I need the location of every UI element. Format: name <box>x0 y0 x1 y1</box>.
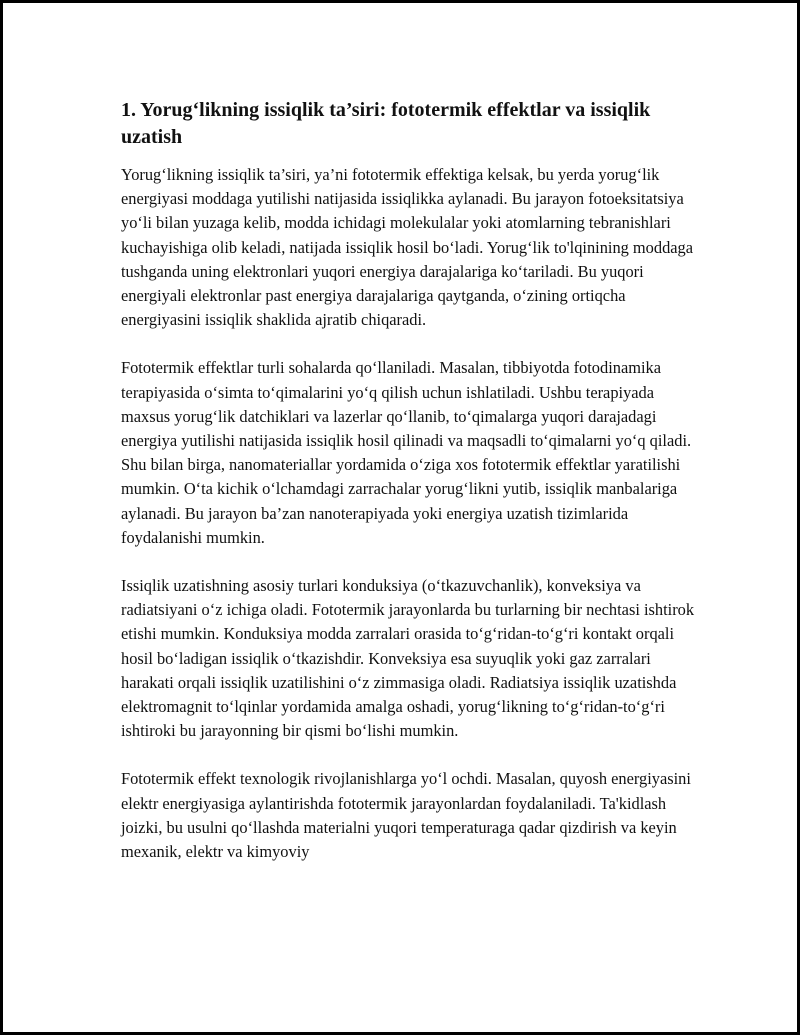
section-heading: 1. Yorug‘likning issiqlik ta’siri: fototermik effektlar va issiqlik uzatish <box>121 99 651 148</box>
document-body <box>121 97 701 888</box>
paragraph-technology-development: Fototermik effekt texnologik rivojlanishlarga yo‘l ochdi. Masalan, quyosh energiyasini elektr energiyasiga aylantirishda fototermik jarayonlardan foydalaniladi. Ta'kidlash joizki, bu usulni qo‘llashda materialni yuqori temperaturaga qadar qizdirish va keyin mexanik, elektr va kimyoviy <box>121 769 691 862</box>
paragraph-photothermal-applications: Fototermik effektlar turli sohalarda qo‘llaniladi. Masalan, tibbiyotda fotodinamika terapiyasida o‘simta to‘qimalarini yo‘q qilish uchun ishlatiladi. Ushbu terapiyada maxsus yorug‘lik datchiklari va lazerlar qo‘llanib, to‘qimalarga yuqori darajadagi energiya yutilishi natijasida issiqlik hosil qilinadi va maqsadli to‘qimalarni yo‘q qiladi. Shu bilan birga, nanomateriallar yordamida o‘ziga xos fototermik effektlar yaratilishi mumkin. O‘ta kichik o‘lchamdagi zarrachalar yorug‘likni yutib, issiqlik manbalariga aylanadi. Bu jarayon ba’zan nanoterapiyada yoki energiya uzatish tizimlarida foydalanishi mumkin. <box>121 358 692 547</box>
paragraph-photothermal-definition: Yorug‘likning issiqlik ta’siri, ya’ni fototermik effektiga kelsak, bu yerda yorug‘lik energiyasi moddaga yutilishi natijasida issiqlikka aylanadi. Bu jarayon fotoeksitatsiya yo‘li bilan yuzaga kelib, modda ichidagi molekulalar yoki atomlarning tebranishlari kuchayishiga olib keladi, natijada issiqlik hosil bo‘ladi. Yorug‘lik to'lqinining moddaga tushganda uning elektronlari yuqori energiya darajalariga ko‘tariladi. Bu yuqori energiyali elektronlar past energiya darajalariga qaytganda, o‘zining ortiqcha energiyasini issiqlik shaklida ajratib chiqaradi. <box>121 165 694 330</box>
paragraph-heat-transfer-types: Issiqlik uzatishning asosiy turlari konduksiya (o‘tkazuvchanlik), konveksiya va radiatsiyani o‘z ichiga oladi. Fototermik jarayonlarda bu turlarning bir nechtasi ishtirok etishi mumkin. Konduksiya modda zarralari orasida to‘g‘ridan-to‘g‘ri kontakt orqali hosil bo‘ladigan issiqlik o‘tkazishdir. Konveksiya esa suyuqlik yoki gaz zarralari harakati orqali issiqlik uzatilishini o‘z zimmasiga oladi. Radiatsiya issiqlik uzatishda elektromagnit to‘lqinlar yordamida amalga oshadi, yorug‘likning to‘g‘ridan-to‘g‘ri ishtiroki bu jarayonning bir qismi bo‘lishi mumkin. <box>121 576 695 741</box>
